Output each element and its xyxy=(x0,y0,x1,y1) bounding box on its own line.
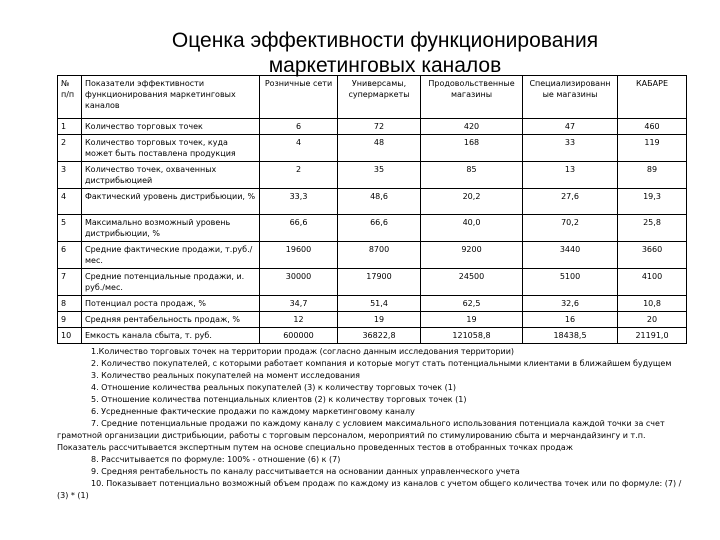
table-row xyxy=(58,269,687,296)
table-row xyxy=(58,135,687,162)
value-cell: 66,6 xyxy=(338,215,421,242)
table-row xyxy=(58,312,687,328)
value-cell: 20 xyxy=(618,312,687,328)
indicator-cell: Фактический уровень дистрибьюции, % xyxy=(82,189,260,215)
note-item: 2. Количество покупателей, с которыми работает компания и которые могут стать потенциальными клиентами в ближайшем будущем xyxy=(91,359,672,368)
value-cell: 4100 xyxy=(618,269,687,296)
row-number: 3 xyxy=(58,162,82,189)
indicator-cell: Количество торговых точек xyxy=(82,119,260,135)
value-cell: 40,0 xyxy=(421,215,523,242)
table-row xyxy=(58,189,687,215)
value-cell: 3440 xyxy=(523,242,618,269)
value-cell: 89 xyxy=(618,162,687,189)
row-number: 2 xyxy=(58,135,82,162)
note-item: 1.Количество торговых точек на территории продаж (согласно данным исследования территории) xyxy=(91,347,515,356)
value-cell: 47 xyxy=(523,119,618,135)
page-title xyxy=(0,28,720,78)
row-number: 4 xyxy=(58,189,82,215)
row-number: 6 xyxy=(58,242,82,269)
value-cell: 12 xyxy=(260,312,338,328)
value-cell: 4 xyxy=(260,135,338,162)
value-cell: 21191,0 xyxy=(618,328,687,344)
indicator-cell: Емкость канала сбыта, т. руб. xyxy=(82,328,260,344)
value-cell: 85 xyxy=(421,162,523,189)
value-cell: 19 xyxy=(338,312,421,328)
value-cell: 17900 xyxy=(338,269,421,296)
indicator-cell: Количество точек, охваченных дистрибьюцией xyxy=(82,162,260,189)
value-cell: 32,6 xyxy=(523,296,618,312)
column-header: КАБАРЕ xyxy=(618,76,687,119)
note-item: 8. Рассчитывается по формуле: 100% - отношение (6) к (7) xyxy=(91,455,341,464)
note-item: 10. Показывает потенциально возможный объем продаж по каждому из каналов с учетом общего количества точек или по формуле: (7) / (3) * (1) xyxy=(57,479,682,500)
table-row xyxy=(58,215,687,242)
title-line-2: маркетинговых каналов xyxy=(268,54,502,77)
column-header: Специализированн ые магазины xyxy=(523,76,618,119)
value-cell: 62,5 xyxy=(421,296,523,312)
table-header-row xyxy=(58,76,687,119)
table-row xyxy=(58,328,687,344)
table-row xyxy=(58,296,687,312)
value-cell: 24500 xyxy=(421,269,523,296)
indicator-cell: Потенциал роста продаж, % xyxy=(82,296,260,312)
note-item: 6. Усредненные фактические продажи по каждому маркетинговому каналу xyxy=(91,407,415,416)
column-header: № п/п xyxy=(58,76,82,119)
row-number: 5 xyxy=(58,215,82,242)
value-cell: 420 xyxy=(421,119,523,135)
value-cell: 48,6 xyxy=(338,189,421,215)
value-cell: 3660 xyxy=(618,242,687,269)
value-cell: 19 xyxy=(421,312,523,328)
value-cell: 6 xyxy=(260,119,338,135)
indicator-cell: Количество торговых точек, куда может быть поставлена продукция xyxy=(82,135,260,162)
value-cell: 70,2 xyxy=(523,215,618,242)
row-number: 7 xyxy=(58,269,82,296)
value-cell: 8700 xyxy=(338,242,421,269)
row-number: 1 xyxy=(58,119,82,135)
value-cell: 18438,5 xyxy=(523,328,618,344)
value-cell: 460 xyxy=(618,119,687,135)
value-cell: 48 xyxy=(338,135,421,162)
value-cell: 119 xyxy=(618,135,687,162)
indicator-cell: Средние потенциальные продажи, и. руб./мес. xyxy=(82,269,260,296)
column-header: Продовольственные магазины xyxy=(421,76,523,119)
value-cell: 34,7 xyxy=(260,296,338,312)
value-cell: 2 xyxy=(260,162,338,189)
value-cell: 33,3 xyxy=(260,189,338,215)
value-cell: 27,6 xyxy=(523,189,618,215)
note-item: 3. Количество реальных покупателей на момент исследования xyxy=(91,371,360,380)
value-cell: 25,8 xyxy=(618,215,687,242)
note-item: 7. Средние потенциальные продажи по каждому каналу с условием максимального использования потенциала каждой точки за счет грамотной организации дистрибьюции, работы с торговым персоналом, мероприятий по стимулированию сбыта и мерчандайзингу и т.п. Показатель рассчитывается экспертным путем на основе специально проведенных тестов в отобранных точках продаж xyxy=(57,419,665,452)
value-cell: 19600 xyxy=(260,242,338,269)
table-row xyxy=(58,119,687,135)
value-cell: 36822,8 xyxy=(338,328,421,344)
value-cell: 168 xyxy=(421,135,523,162)
value-cell: 19,3 xyxy=(618,189,687,215)
value-cell: 9200 xyxy=(421,242,523,269)
value-cell: 13 xyxy=(523,162,618,189)
indicator-cell: Максимально возможный уровень дистрибьюции, % xyxy=(82,215,260,242)
value-cell: 66,6 xyxy=(260,215,338,242)
value-cell: 51,4 xyxy=(338,296,421,312)
row-number: 9 xyxy=(58,312,82,328)
note-item: 9. Средняя рентабельность по каналу рассчитывается на основании данных управленческого учета xyxy=(91,467,520,476)
note-item: 4. Отношение количества реальных покупателей (3) к количеству торговых точек (1) xyxy=(91,383,456,392)
note-item: 5. Отношение количества потенциальных клиентов (2) к количеству торговых точек (1) xyxy=(91,395,467,404)
value-cell: 121058,8 xyxy=(421,328,523,344)
value-cell: 16 xyxy=(523,312,618,328)
row-number: 10 xyxy=(58,328,82,344)
value-cell: 5100 xyxy=(523,269,618,296)
value-cell: 33 xyxy=(523,135,618,162)
table-row xyxy=(58,242,687,269)
value-cell: 600000 xyxy=(260,328,338,344)
row-number: 8 xyxy=(58,296,82,312)
notes-block xyxy=(57,346,693,502)
indicator-cell: Средние фактические продажи, т.руб./мес. xyxy=(82,242,260,269)
table-row xyxy=(58,162,687,189)
value-cell: 20,2 xyxy=(421,189,523,215)
column-header: Универсамы, супермаркеты xyxy=(338,76,421,119)
indicator-cell: Средняя рентабельность продаж, % xyxy=(82,312,260,328)
value-cell: 72 xyxy=(338,119,421,135)
column-header: Розничные сети xyxy=(260,76,338,119)
column-header: Показатели эффективности функционирования маркетинговых каналов xyxy=(82,76,260,119)
title-line-1: Оценка эффективности функционирования xyxy=(171,29,599,52)
value-cell: 30000 xyxy=(260,269,338,296)
efficiency-table xyxy=(57,75,687,344)
value-cell: 10,8 xyxy=(618,296,687,312)
value-cell: 35 xyxy=(338,162,421,189)
